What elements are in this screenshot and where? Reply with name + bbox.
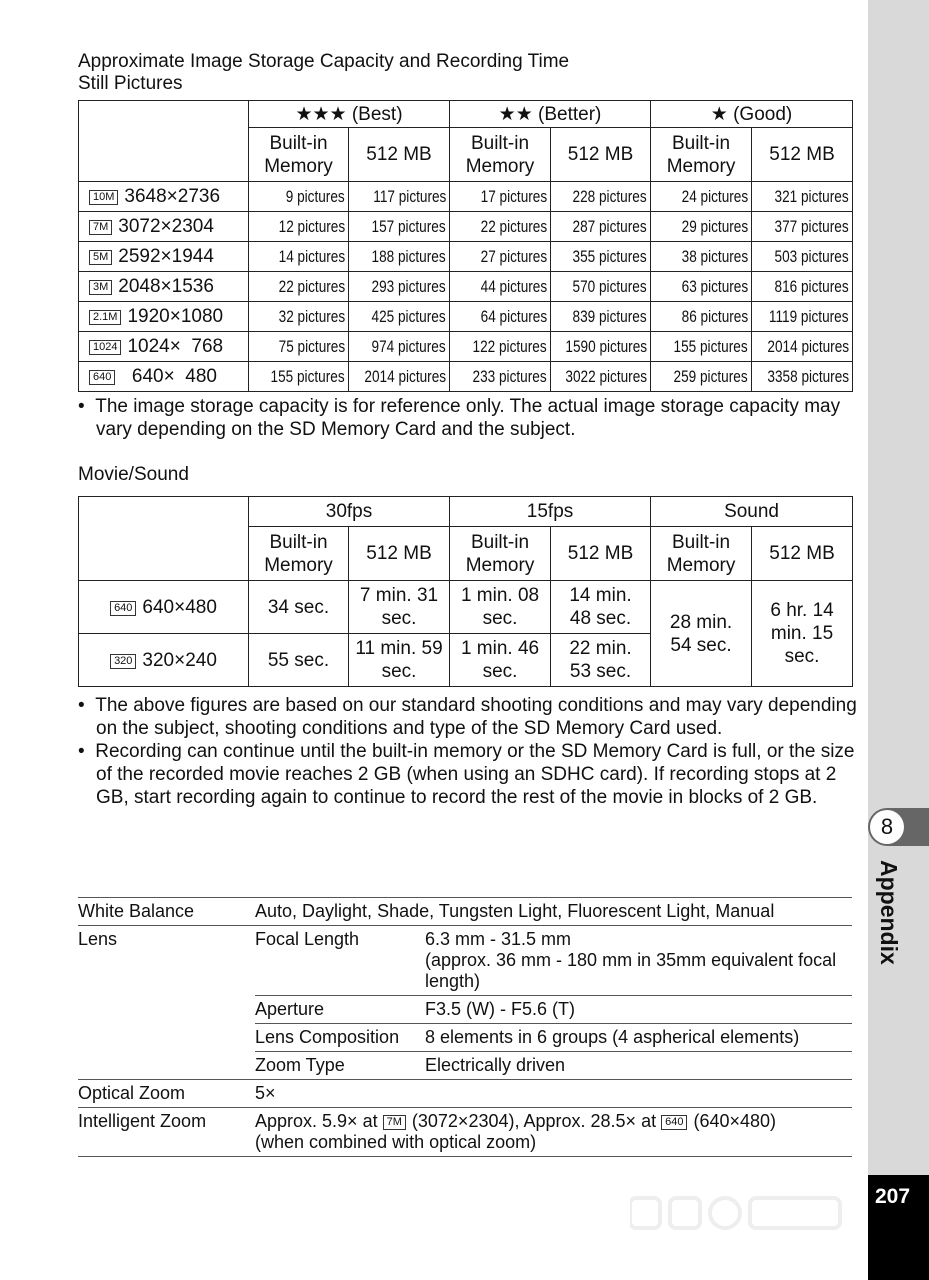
table-row xyxy=(79,272,853,302)
capacity-cell xyxy=(551,332,651,362)
col-header: 512 MB xyxy=(349,128,450,182)
capacity-cell xyxy=(450,212,551,242)
capacity-value: 155 pictures xyxy=(673,337,749,356)
spec-label: Intelligent Zoom xyxy=(78,1108,255,1157)
movie-notes: • The above figures are based on our standard shooting conditions and may vary depending on the subject, shooting conditions and type of the SD Memory Card used. • Recording can continue until the built-in memory or the SD Memory Card is full, or the size of the recorded movie reaches 2 GB (when using an SDHC card). If recording stops at 2 GB, start recording again to continue to record the rest of the movie in blocks of 2 GB. xyxy=(78,695,857,808)
resolution-cell xyxy=(79,302,249,332)
capacity-value: 155 pictures xyxy=(270,367,345,386)
table-row xyxy=(79,212,853,242)
focal-equiv: (approx. 36 mm - 180 mm in 35mm equivalent focal length) xyxy=(425,950,837,991)
col-header: Built-in Memory xyxy=(450,527,551,581)
col-header: Built-in Memory xyxy=(450,128,551,182)
time-cell: 22 min. 53 sec. xyxy=(551,634,651,687)
capacity-value: 17 pictures xyxy=(480,187,547,206)
capacity-cell xyxy=(450,332,551,362)
capacity-cell xyxy=(249,182,349,212)
spec-table xyxy=(78,897,852,1157)
table-row xyxy=(79,302,853,332)
resolution-cell xyxy=(79,272,249,302)
size-640-icon: 640 xyxy=(661,1115,687,1130)
capacity-value: 1119 pictures xyxy=(769,307,850,326)
col-header: Built-in Memory xyxy=(249,527,349,581)
chapter-tab xyxy=(868,808,929,846)
capacity-value: 122 pictures xyxy=(472,337,547,356)
capacity-cell xyxy=(651,272,752,302)
resolution: 3072×2304 xyxy=(118,216,214,237)
capacity-cell xyxy=(349,332,450,362)
capacity-value: 1590 pictures xyxy=(565,337,648,356)
chapter-sidebar xyxy=(868,0,929,1280)
capacity-cell xyxy=(651,212,752,242)
capacity-value: 117 pictures xyxy=(372,187,446,206)
capacity-value: 321 pictures xyxy=(774,187,850,206)
sound-builtin: 28 min. 54 sec. xyxy=(651,581,752,687)
capacity-cell xyxy=(349,302,450,332)
capacity-cell xyxy=(752,302,853,332)
table-row xyxy=(79,581,853,634)
capacity-cell xyxy=(551,302,651,332)
sound-512mb: 6 hr. 14 min. 15 sec. xyxy=(752,581,853,687)
capacity-cell xyxy=(551,212,651,242)
capacity-cell xyxy=(450,272,551,302)
capacity-value: 503 pictures xyxy=(774,247,850,266)
spec-value xyxy=(425,926,852,996)
quality-best: ★★★ (Best) xyxy=(249,101,450,128)
capacity-cell xyxy=(752,362,853,392)
col-header: 512 MB xyxy=(349,527,450,581)
capacity-cell xyxy=(551,272,651,302)
table-row xyxy=(79,242,853,272)
corner-cell xyxy=(79,497,249,581)
capacity-cell xyxy=(752,332,853,362)
capacity-value: 816 pictures xyxy=(774,277,850,296)
text: (when combined with optical zoom) xyxy=(255,1132,537,1152)
page-heading: Approximate Image Storage Capacity and Recording Time xyxy=(78,51,570,72)
size-icon: 3M xyxy=(89,280,112,295)
capacity-cell xyxy=(651,182,752,212)
table-row xyxy=(79,182,853,212)
table-row xyxy=(79,332,853,362)
capacity-cell xyxy=(551,242,651,272)
capacity-value: 86 pictures xyxy=(681,307,749,326)
capacity-value: 64 pictures xyxy=(480,307,547,326)
capacity-value: 44 pictures xyxy=(480,277,547,296)
capacity-value: 233 pictures xyxy=(472,367,547,386)
spec-sublabel: Focal Length xyxy=(255,926,425,996)
capacity-value: 22 pictures xyxy=(480,217,547,236)
capacity-cell xyxy=(450,242,551,272)
still-capacity-table xyxy=(78,100,853,392)
capacity-value: 9 pictures xyxy=(286,187,345,206)
capacity-value: 157 pictures xyxy=(371,217,446,236)
time-cell: 55 sec. xyxy=(249,634,349,687)
capacity-value: 2014 pictures xyxy=(767,337,850,356)
resolution: 320×240 xyxy=(142,649,217,671)
watermark-logo xyxy=(630,1190,860,1240)
capacity-value: 2014 pictures xyxy=(364,367,446,386)
capacity-cell xyxy=(249,272,349,302)
capacity-cell xyxy=(752,212,853,242)
note-text: The image storage capacity is for reference only. The actual image storage capacity may vary depending on the SD Memory Card and the subject. xyxy=(95,396,841,440)
capacity-cell xyxy=(651,302,752,332)
capacity-cell xyxy=(349,362,450,392)
time-cell: 14 min. 48 sec. xyxy=(551,581,651,634)
capacity-value: 228 pictures xyxy=(572,187,648,206)
capacity-cell xyxy=(551,362,651,392)
size-icon: 5M xyxy=(89,250,112,265)
group-30fps: 30fps xyxy=(249,497,450,527)
capacity-value: 63 pictures xyxy=(681,277,749,296)
chapter-label: Appendix xyxy=(876,860,902,965)
group-sound: Sound xyxy=(651,497,853,527)
capacity-cell xyxy=(249,212,349,242)
resolution: 640× 480 xyxy=(121,366,217,387)
time-cell: 34 sec. xyxy=(249,581,349,634)
time-cell: 11 min. 59 sec. xyxy=(349,634,450,687)
col-header: 512 MB xyxy=(752,527,853,581)
resolution-cell xyxy=(79,182,249,212)
col-header: 512 MB xyxy=(551,128,651,182)
capacity-cell xyxy=(450,302,551,332)
focal-value: 6.3 mm - 31.5 mm xyxy=(425,929,572,949)
spec-value: 8 elements in 6 groups (4 aspherical elements) xyxy=(425,1024,852,1052)
capacity-value: 38 pictures xyxy=(681,247,749,266)
capacity-cell xyxy=(249,362,349,392)
capacity-value: 259 pictures xyxy=(673,367,749,386)
capacity-cell xyxy=(349,242,450,272)
capacity-cell xyxy=(752,242,853,272)
spec-sublabel: Aperture xyxy=(255,996,425,1024)
size-icon: 1024 xyxy=(89,340,121,355)
spec-value: F3.5 (W) - F5.6 (T) xyxy=(425,996,852,1024)
resolution: 1024× 768 xyxy=(127,336,224,357)
time-cell: 1 min. 08 sec. xyxy=(450,581,551,634)
movie-title: Movie/Sound xyxy=(78,464,189,485)
capacity-value: 3358 pictures xyxy=(767,367,850,386)
capacity-cell xyxy=(249,242,349,272)
time-cell: 1 min. 46 sec. xyxy=(450,634,551,687)
capacity-value: 24 pictures xyxy=(681,187,749,206)
size-icon: 640 xyxy=(110,601,136,616)
resolution-cell xyxy=(79,212,249,242)
quality-better: ★★ (Better) xyxy=(450,101,651,128)
spec-label: White Balance xyxy=(78,898,255,926)
movie-table xyxy=(78,496,853,687)
capacity-value: 29 pictures xyxy=(681,217,749,236)
capacity-value: 27 pictures xyxy=(480,247,547,266)
capacity-value: 570 pictures xyxy=(572,277,648,296)
resolution-cell xyxy=(79,634,249,687)
capacity-value: 75 pictures xyxy=(278,337,345,356)
size-icon: 640 xyxy=(89,370,115,385)
resolution: 1920×1080 xyxy=(127,306,224,327)
time-cell: 7 min. 31 sec. xyxy=(349,581,450,634)
text: (3072×2304), Approx. 28.5× at xyxy=(411,1111,657,1131)
capacity-cell xyxy=(249,332,349,362)
spec-label: Lens xyxy=(78,926,255,1080)
capacity-cell xyxy=(450,362,551,392)
size-7m-icon: 7M xyxy=(383,1115,406,1130)
capacity-value: 974 pictures xyxy=(371,337,446,356)
table-row xyxy=(79,362,853,392)
note-text: The above figures are based on our standard shooting conditions and may vary depending on the subject, shooting conditions and type of the SD Memory Card used. xyxy=(95,695,857,739)
resolution-cell xyxy=(79,362,249,392)
capacity-value: 287 pictures xyxy=(572,217,648,236)
resolution-cell xyxy=(79,332,249,362)
capacity-cell xyxy=(551,182,651,212)
resolution: 640×480 xyxy=(142,596,217,618)
capacity-cell xyxy=(450,182,551,212)
corner-cell xyxy=(79,101,249,182)
spec-value xyxy=(255,1108,852,1157)
capacity-cell xyxy=(349,182,450,212)
capacity-cell xyxy=(651,362,752,392)
size-icon: 7M xyxy=(89,220,112,235)
text: (640×480) xyxy=(693,1111,777,1131)
col-header: Built-in Memory xyxy=(651,527,752,581)
chapter-number: 8 xyxy=(870,810,904,844)
spec-sublabel: Zoom Type xyxy=(255,1052,425,1080)
capacity-value: 293 pictures xyxy=(371,277,446,296)
resolution: 3648×2736 xyxy=(124,186,221,207)
capacity-value: 3022 pictures xyxy=(565,367,648,386)
capacity-value: 355 pictures xyxy=(572,247,648,266)
size-icon: 320 xyxy=(110,654,136,669)
capacity-cell xyxy=(651,242,752,272)
spec-value: Auto, Daylight, Shade, Tungsten Light, Fluorescent Light, Manual xyxy=(255,898,852,926)
quality-good: ★ (Good) xyxy=(651,101,853,128)
spec-label: Optical Zoom xyxy=(78,1080,255,1108)
spec-sublabel: Lens Composition xyxy=(255,1024,425,1052)
size-icon: 10M xyxy=(89,190,118,205)
capacity-cell xyxy=(349,272,450,302)
col-header: 512 MB xyxy=(551,527,651,581)
resolution: 2592×1944 xyxy=(118,246,214,267)
capacity-cell xyxy=(752,272,853,302)
capacity-value: 188 pictures xyxy=(371,247,446,266)
note-text: Recording can continue until the built-in memory or the SD Memory Card is full, or the size of the recorded movie reaches 2 GB (when using an SDHC card). If recording stops at 2 GB, start recording again to continue to record the rest of the movie in blocks of 2 GB. xyxy=(95,741,855,808)
spec-value: Electrically driven xyxy=(425,1052,852,1080)
size-icon: 2.1M xyxy=(89,310,121,325)
page-number: 207 xyxy=(868,1175,929,1280)
resolution: 2048×1536 xyxy=(118,276,214,297)
spec-value: 5× xyxy=(255,1080,852,1108)
col-header: Built-in Memory xyxy=(249,128,349,182)
still-title: Still Pictures xyxy=(78,73,183,94)
capacity-cell xyxy=(651,332,752,362)
capacity-cell xyxy=(349,212,450,242)
capacity-value: 425 pictures xyxy=(371,307,446,326)
capacity-cell xyxy=(249,302,349,332)
capacity-value: 22 pictures xyxy=(278,277,345,296)
still-note: • The image storage capacity is for reference only. The actual image storage capacity may vary depending on the SD Memory Card and the subject. xyxy=(78,396,841,440)
group-15fps: 15fps xyxy=(450,497,651,527)
capacity-value: 32 pictures xyxy=(278,307,345,326)
capacity-value: 14 pictures xyxy=(278,247,345,266)
resolution-cell xyxy=(79,242,249,272)
capacity-value: 377 pictures xyxy=(774,217,850,236)
col-header: 512 MB xyxy=(752,128,853,182)
capacity-value: 12 pictures xyxy=(278,217,345,236)
capacity-cell xyxy=(752,182,853,212)
col-header: Built-in Memory xyxy=(651,128,752,182)
resolution-cell xyxy=(79,581,249,634)
text: Approx. 5.9× at xyxy=(255,1111,378,1131)
capacity-value: 839 pictures xyxy=(572,307,648,326)
